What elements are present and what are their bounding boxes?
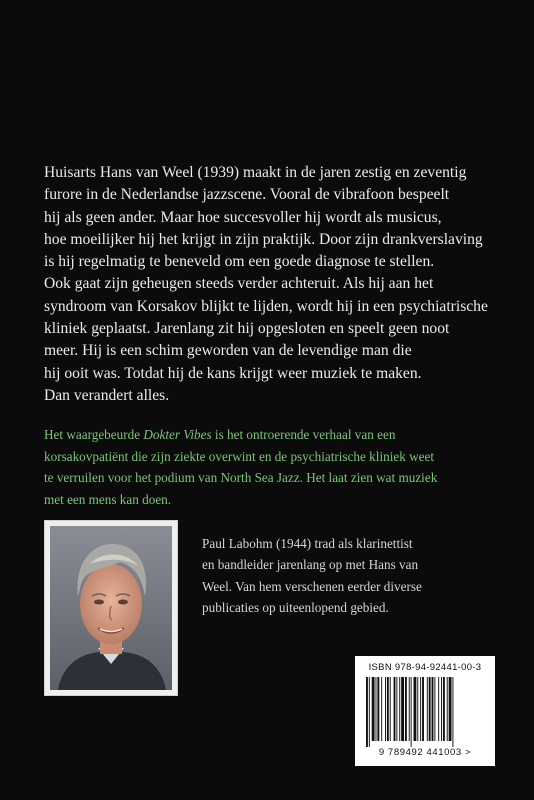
highlight-line-4: met een mens kan doen. <box>44 491 172 507</box>
bio-line: en bandleider jarenlang op met Hans van <box>202 557 419 573</box>
barcode-bar <box>385 677 386 741</box>
highlight-line-2: korsakovpatiënt die zijn ziekte overwint en de psychiatrische kliniek weet <box>44 448 434 464</box>
barcode-bar <box>434 677 435 741</box>
barcode-digits <box>365 747 485 759</box>
highlight-line1-rest: is het ontroerende verhaal van een <box>211 427 396 442</box>
barcode-bar <box>449 677 452 741</box>
blurb-line: hij als geen ander. Maar hoe succesvoller hij wordt als musicus, <box>44 208 442 226</box>
barcode-bar <box>443 677 445 741</box>
barcode-bar <box>429 677 431 741</box>
author-bio <box>202 533 432 618</box>
blurb-line: hij ooit was. Totdat hij de kans krijgt weer muziek te maken. <box>44 364 422 382</box>
barcode-bar <box>452 677 453 747</box>
barcode-arrow: > <box>465 747 472 758</box>
blurb-line: Dan verandert alles. <box>44 386 170 404</box>
bio-line: Paul Labohm (1944) trad als klarinettist <box>202 536 413 551</box>
author-photo <box>44 520 178 696</box>
barcode-bar <box>414 677 417 741</box>
barcode-bar <box>381 677 382 741</box>
barcode-bar <box>438 677 439 741</box>
blurb-line: is hij regelmatig te beneveld om een goede diagnose te stellen. <box>44 253 435 271</box>
barcode-bar <box>405 677 407 741</box>
highlight-paragraph <box>44 424 514 510</box>
author-portrait-image <box>50 526 172 690</box>
barcode-bar <box>411 677 412 747</box>
back-cover-blurb <box>44 162 504 407</box>
blurb-line: Ook gaat zijn geheugen steeds verder achteruit. Als hij aan het <box>44 275 434 293</box>
barcode-bar <box>422 677 424 741</box>
barcode-bars <box>365 677 485 747</box>
bio-line: publicaties op uiteenlopend gebied. <box>202 599 389 615</box>
blurb-line: syndroom van Korsakov blijkt te lijden, wordt hij in een psychiatrische <box>44 297 488 315</box>
barcode-bar <box>409 677 410 741</box>
barcode-bar <box>447 677 448 741</box>
highlight-line-3: te verruilen voor het podium van North Sea Jazz. Het laat zien wat muziek <box>44 470 438 485</box>
blurb-line: kliniek geplaatst. Jarenlang zit hij opgesloten en speelt geen noot <box>44 320 450 338</box>
barcode-bar <box>376 677 377 741</box>
blurb-line: meer. Hij is een schim geworden van de levendige man die <box>44 342 412 360</box>
isbn-label: ISBN 978-94-92441-00-3 <box>368 662 482 673</box>
barcode-bar <box>432 677 434 741</box>
highlight-intro: Het waargebeurde <box>44 427 144 442</box>
blurb-line: furore in de Nederlandse jazzscene. Vooral de vibrafoon bespeelt <box>44 186 450 204</box>
barcode-bar <box>417 677 418 741</box>
barcode-bar <box>401 677 404 741</box>
barcode-bar <box>394 677 396 741</box>
isbn-barcode <box>355 656 495 766</box>
book-title: Dokter Vibes <box>143 427 212 442</box>
barcode-number: 9 789492 441003 <box>378 747 462 758</box>
barcode-bar <box>399 677 400 741</box>
bio-line: Weel. Van hem verschenen eerder diverse <box>202 578 422 594</box>
barcode-bar <box>366 677 368 747</box>
barcode-bar <box>427 677 428 741</box>
highlight-line-1 <box>44 424 514 446</box>
barcode-bar <box>369 677 370 747</box>
blurb-line: hoe moeilijker hij het krijgt in zijn praktijk. Door zijn drankverslaving <box>44 230 483 248</box>
barcode-bar <box>390 677 391 741</box>
barcode-bar <box>441 677 442 741</box>
barcode-bar <box>372 677 375 741</box>
barcode-bar <box>377 677 379 741</box>
barcode-bar <box>387 677 389 741</box>
barcode-bar <box>420 677 421 741</box>
barcode-bar <box>396 677 397 741</box>
blurb-line: Huisarts Hans van Weel (1939) maakt in de jaren zestig en zeventig <box>44 164 467 181</box>
